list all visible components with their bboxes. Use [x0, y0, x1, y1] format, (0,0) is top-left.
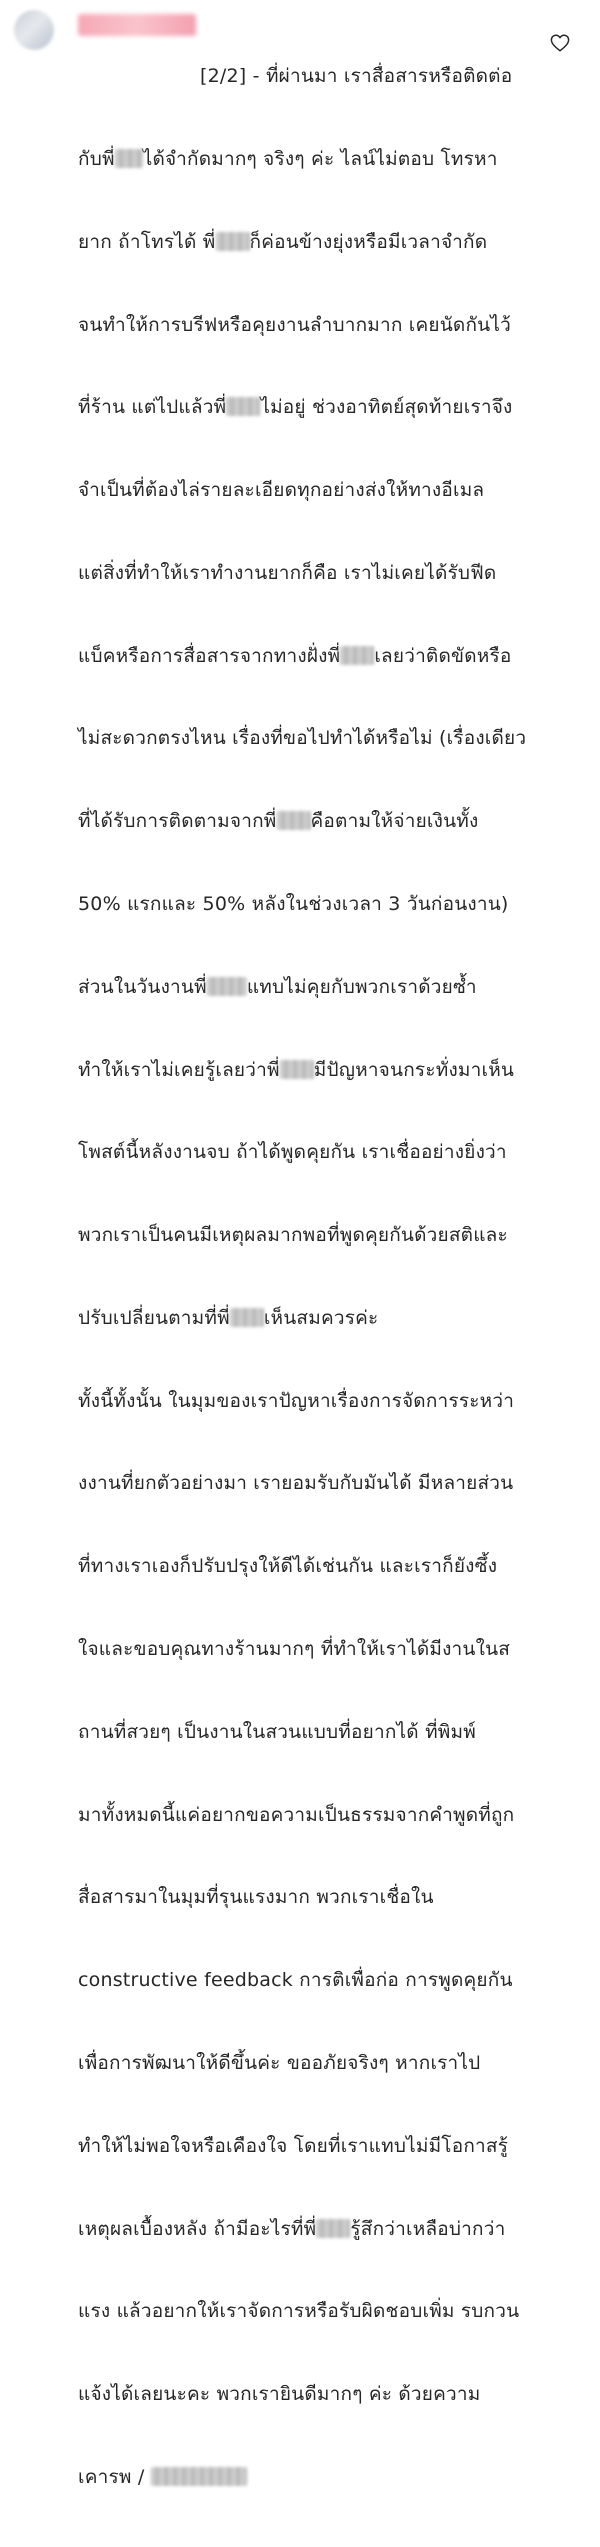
redacted-name — [216, 232, 250, 251]
redacted-name — [115, 149, 143, 168]
comment-line: ที่ทางเราเองก็ปรับปรุงให้ดีได้เช่นกัน และเราก็ยังซึ้ง — [78, 1555, 498, 1578]
redacted-name — [280, 1060, 314, 1079]
comment-line: แบ็คหรือการสื่อสารจากทางฝั่งพี่ เลยว่าติดขัดหรือ — [78, 644, 512, 667]
comment-line: โพสต์นี้หลังงานจบ ถ้าได้พูดคุยกัน เราเชื่ออย่างยิ่งว่า — [78, 1141, 507, 1164]
redacted-name — [207, 977, 247, 996]
comment-line: ทั้งนี้ทั้งนั้น ในมุมของเราปัญหาเรื่องการจัดการระหว่า — [78, 1389, 515, 1412]
avatar[interactable] — [14, 10, 54, 50]
comment-line: ส่วนในวันงานพี่ แทบไม่คุยกับพวกเราด้วยซ้ำ — [78, 975, 477, 998]
comment-line: ทำให้เราไม่เคยรู้เลยว่าพี่ มีปัญหาจนกระทั่งมาเห็น — [78, 1058, 515, 1081]
comment-line: พวกเราเป็นคนมีเหตุผลมากพอที่พูดคุยกันด้วยสติและ — [78, 1224, 508, 1247]
comment-line: constructive feedback การติเพื่อก่อ การพูดคุยกัน — [78, 1969, 513, 1992]
redacted-name — [277, 811, 311, 830]
comment-line: ใจและขอบคุณทางร้านมากๆ ที่ทำให้เราได้มีงานในส — [78, 1638, 511, 1661]
comment-line: ที่ได้รับการติดตามจากพี่ คือตามให้จ่ายเงินทั้ง — [78, 810, 479, 833]
comment-line: แต่สิ่งที่ทำให้เราทำงานยากก็คือ เราไม่เคยได้รับฟีด — [78, 561, 497, 584]
redacted-name — [340, 646, 374, 665]
redacted-name — [316, 2219, 350, 2238]
comment-line: ยาก ถ้าโทรได้ พี่ ก็ค่อนข้างยุ่งหรือมีเวลาจำกัด — [78, 230, 488, 253]
redacted-name — [230, 1308, 264, 1327]
comment-line: สื่อสารมาในมุมที่รุนแรงมาก พวกเราเชื่อใน — [78, 1886, 434, 1909]
comment-line: แจ้งได้เลยนะคะ พวกเรายินดีมากๆ ค่ะ ด้วยความ — [78, 2383, 481, 2406]
comment-line: [2/2] - ที่ผ่านมา เราสื่อสารหรือติดต่อ — [200, 65, 513, 88]
comment-line: เคารพ / — [78, 2464, 578, 2492]
comment-line: เพื่อการพัฒนาให้ดีขึ้นค่ะ ขออภัยจริงๆ หากเราไป — [78, 2051, 481, 2074]
comment-line: ที่ร้าน แต่ไปแล้วพี่ ไม่อยู่ ช่วงอาทิตย์สุดท้ายเราจึง — [78, 396, 513, 419]
redacted-name — [226, 397, 260, 416]
comment-line: ไม่สะดวกตรงไหน เรื่องที่ขอไปทำได้หรือไม่ (เรื่องเดียว — [78, 727, 527, 750]
comment-line: ปรับเปลี่ยนตามที่พี่ เห็นสมควรค่ะ — [78, 1306, 379, 1329]
comment-line: เหตุผลเบื้องหลัง ถ้ามีอะไรที่พี่ รู้สึกว่าเหลือบ่ากว่า — [78, 2217, 506, 2240]
comment-line: ทำให้ไม่พอใจหรือเคืองใจ โดยที่เราแทบไม่มีโอกาสรู้ — [78, 2134, 509, 2157]
comment-line: ถานที่สวยๆ เป็นงานในสวนแบบที่อยากได้ ที่พิมพ์ — [78, 1720, 476, 1743]
comment-text — [78, 8, 578, 2547]
comment-line: มาทั้งหมดนี้แค่อยากขอความเป็นธรรมจากคำพูดที่ถูก — [78, 1803, 515, 1826]
comment-line: จนทำให้การบรีฟหรือคุยงานลำบากมาก เคยนัดกันไว้ — [78, 313, 511, 336]
comment-line: แรง แล้วอยากให้เราจัดการหรือรับผิดชอบเพิ่ม รบกวน — [78, 2300, 520, 2323]
comment-line: งงานที่ยกตัวอย่างมา เรายอมรับกับมันได้ มีหลายส่วน — [78, 1472, 514, 1495]
comment-line: จำเป็นที่ต้องไล่รายละเอียดทุกอย่างส่งให้ทางอีเมล — [78, 479, 485, 502]
comment-line: 50% แรกและ 50% หลังในช่วงเวลา 3 วันก่อนงาน) — [78, 893, 509, 915]
redacted-signature — [151, 2467, 247, 2486]
comment-line: กับพี่ ได้จำกัดมากๆ จริงๆ ค่ะ ไลน์ไม่ตอบ โทรหา — [78, 147, 498, 170]
